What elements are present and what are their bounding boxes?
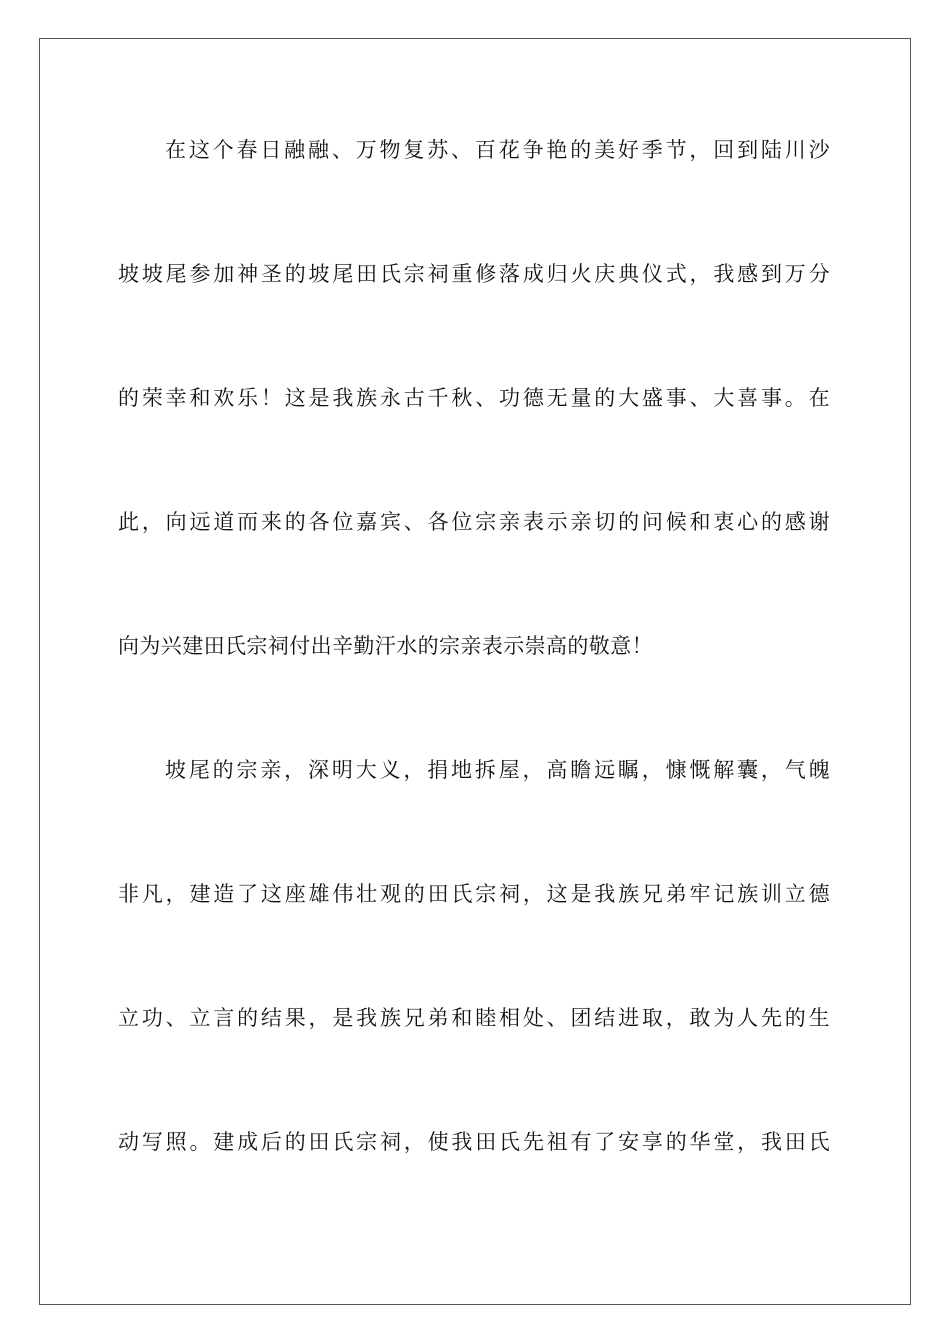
text-line-1: 在这个春日融融、万物复苏、百花争艳的美好季节，回到陆川沙 xyxy=(165,138,830,162)
text-line-2: 坡坡尾参加神圣的坡尾田氏宗祠重修落成归火庆典仪式，我感到万分 xyxy=(118,262,830,286)
text-line-8: 立功、立言的结果，是我族兄弟和睦相处、团结进取，敢为人先的生 xyxy=(118,1006,830,1030)
text-line-7: 非凡，建造了这座雄伟壮观的田氏宗祠，这是我族兄弟牢记族训立德 xyxy=(118,882,830,906)
text-line-3: 的荣幸和欢乐！这是我族永古千秋、功德无量的大盛事、大喜事。在 xyxy=(118,386,830,410)
text-line-5: 向为兴建田氏宗祠付出辛勤汗水的宗亲表示崇高的敬意！ xyxy=(118,634,653,658)
text-line-4: 此，向远道而来的各位嘉宾、各位宗亲表示亲切的问候和衷心的感谢 xyxy=(118,510,830,534)
page-border xyxy=(39,38,911,1305)
text-line-9: 动写照。建成后的田氏宗祠，使我田氏先祖有了安享的华堂，我田氏 xyxy=(118,1130,830,1154)
text-line-6: 坡尾的宗亲，深明大义，捐地拆屋，高瞻远瞩，慷慨解囊，气魄 xyxy=(165,758,830,782)
